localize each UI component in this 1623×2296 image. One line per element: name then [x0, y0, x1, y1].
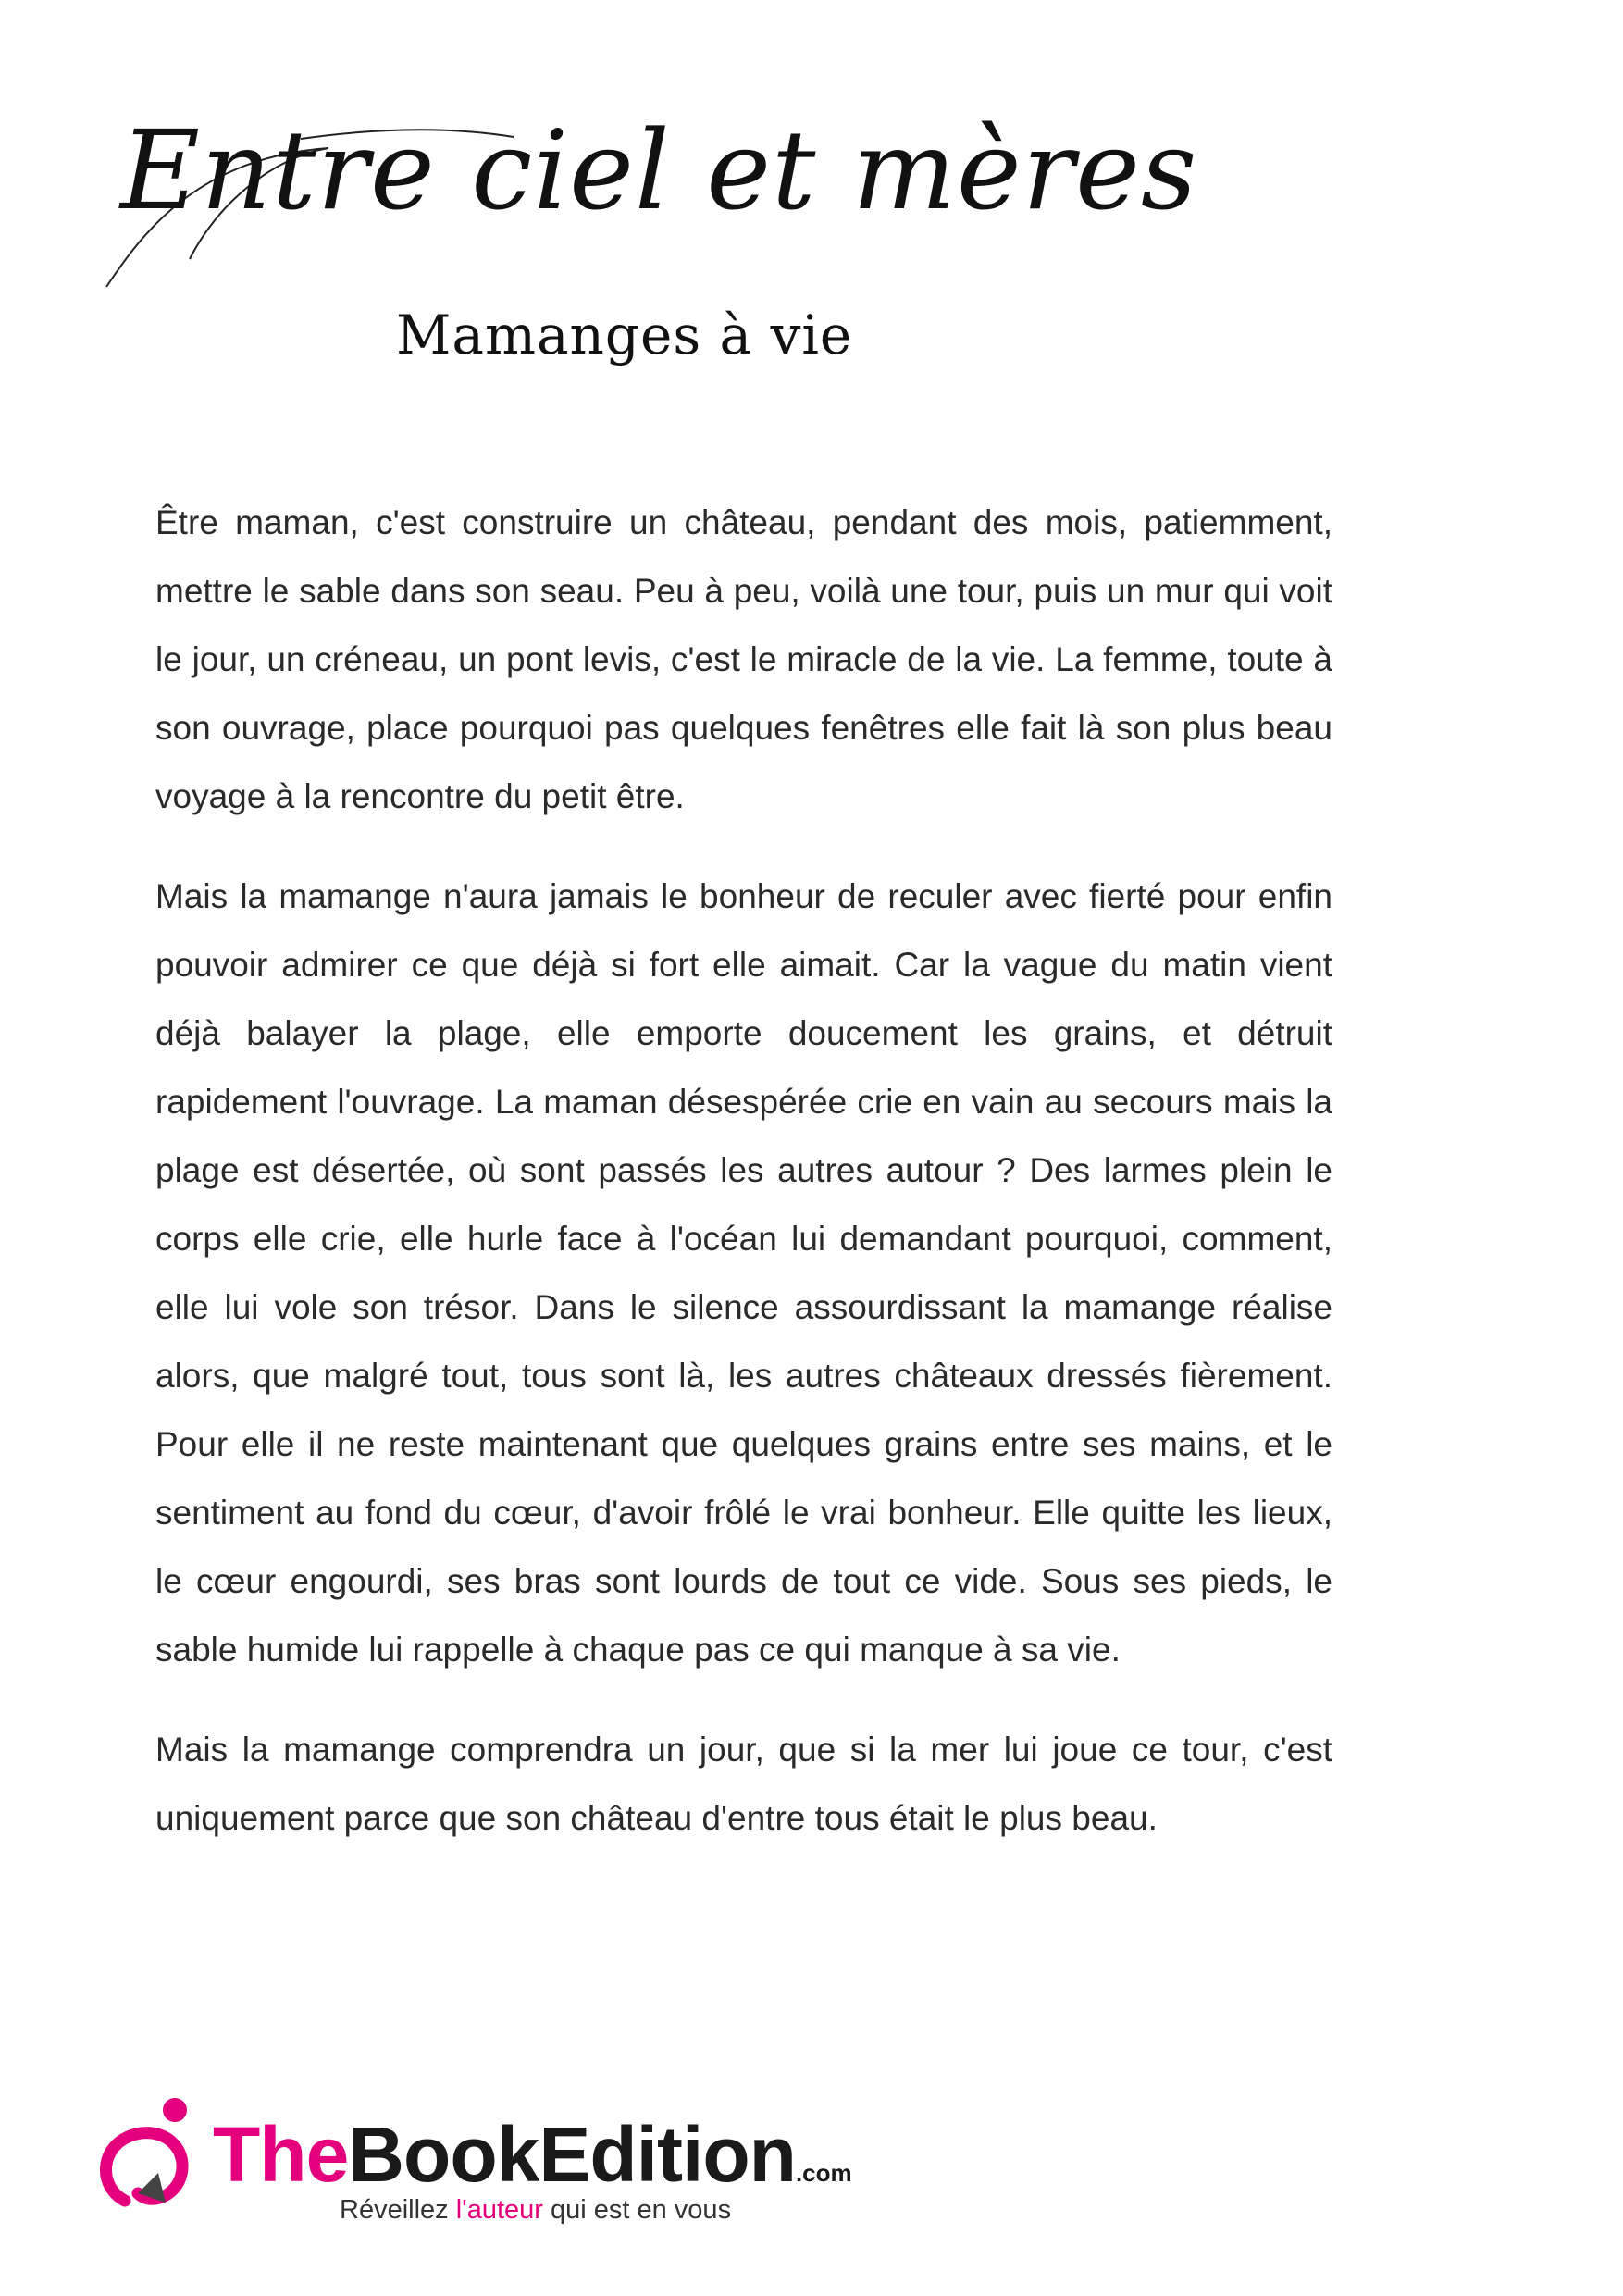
- tagline-accent: l'auteur: [455, 2195, 543, 2225]
- publisher-domain-suffix: .com: [795, 2159, 852, 2187]
- page-subtitle: Mamanges à vie: [396, 304, 853, 366]
- publisher-name: [213, 2111, 852, 2198]
- thebookedition-person-icon: [88, 2090, 208, 2219]
- tagline-end: qui est en vous: [542, 2195, 732, 2225]
- page-title: Entre ciel et mères: [120, 106, 1198, 234]
- publisher-name-book: Book: [348, 2111, 539, 2198]
- publisher-name-edition: Edition: [539, 2111, 796, 2198]
- publisher-name-the: The: [213, 2111, 349, 2198]
- poem-body: [155, 489, 1332, 1884]
- paragraph-3: Mais la mamange comprendra un jour, que si la mer lui joue ce tour, c'est uniquement parce que son château d'entre tous était le plus beau.: [155, 1731, 1332, 1837]
- paragraph-1: Être maman, c'est construire un château, pendant des mois, patiemment, mettre le sable dans son seau. Peu à peu, voilà une tour, puis un mur qui voit le jour, un créneau, un pont levis, c'est le miracle de la vie. La femme, toute à son ouvrage, place pourquoi pas quelques fenêtres elle fait là son plus beau voyage à la rencontre du petit être.: [155, 503, 1332, 815]
- publisher-tagline: [340, 2195, 731, 2226]
- publisher-logo: [88, 2090, 852, 2238]
- tagline-start: Réveillez: [340, 2195, 456, 2225]
- paragraph-2: Mais la mamange n'aura jamais le bonheur de reculer avec fierté pour enfin pouvoir admirer ce que déjà si fort elle aimait. Car la vague du matin vient déjà balayer la plage, elle emporte doucement les grains, et détruit rapidement l'ouvrage. La maman désespérée crie en vain au secours mais la plage est désertée, où sont passés les autres autour ? Des larmes plein le corps elle crie, elle hurle face à l'océan lui demandant pourquoi, comment, elle lui vole son trésor. Dans le silence assourdissant la mamange réalise alors, que malgré tout, tous sont là, les autres châteaux dressés fièrement. Pour elle il ne reste maintenant que quelques grains entre ses mains, et le sentiment au fond du cœur, d'avoir frôlé le vrai bonheur. Elle quitte les lieux, le cœur engourdi, ses bras sont lourds de tout ce vide. Sous ses pieds, le sable humide lui rappelle à chaque pas ce qui manque à sa vie.: [155, 877, 1332, 1669]
